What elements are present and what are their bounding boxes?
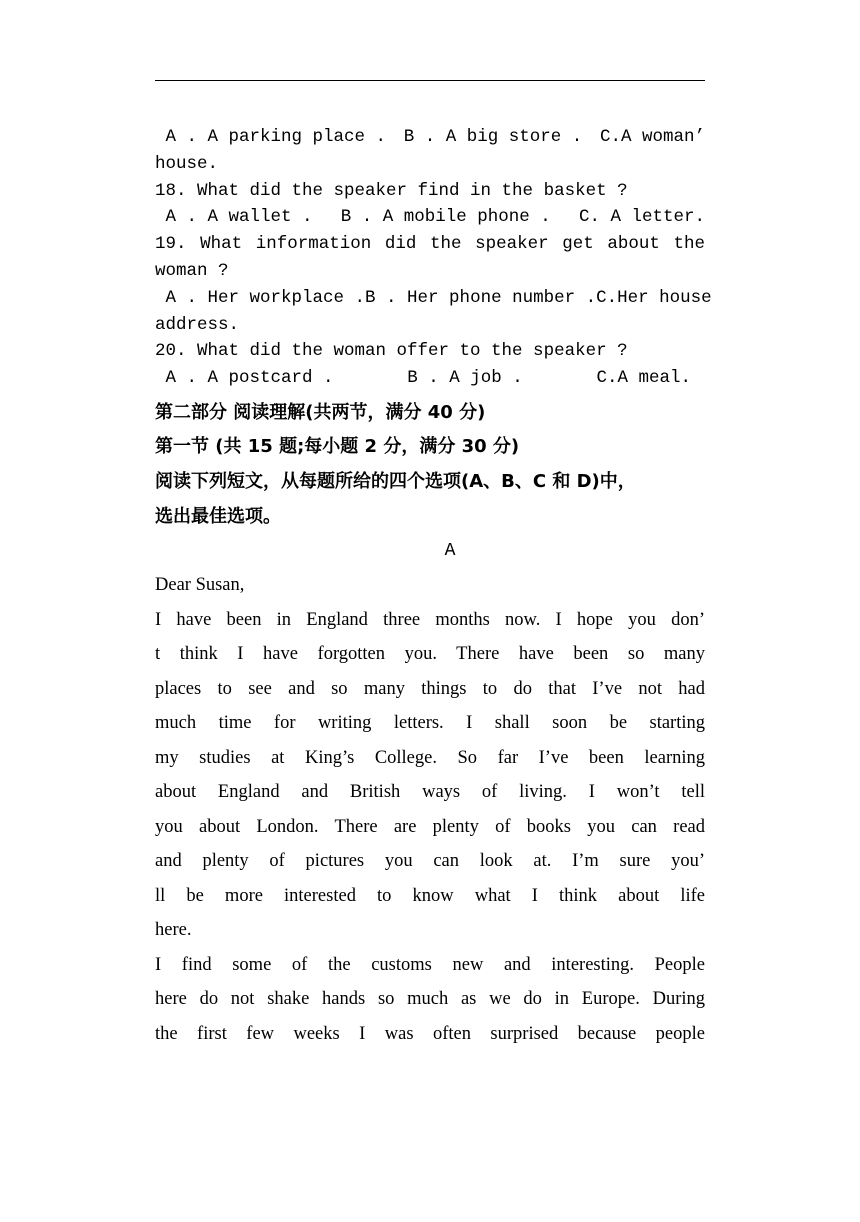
option-a: A . A postcard . (155, 368, 334, 389)
passage-line: I have been in England three months now. I hope you don’ (155, 609, 705, 630)
salutation: Dear Susan, (155, 575, 245, 595)
question-18-options (155, 204, 705, 231)
instruction-line-2: 选出最佳选项。 (155, 506, 281, 527)
option-c: C. A letter. (578, 207, 705, 228)
option-a: A . Her workplace . (155, 287, 366, 308)
passage-line: and plenty of pictures you can look at. I’m sure you’ (155, 851, 705, 871)
option-c: C.A meal. (596, 368, 691, 389)
question-17-options (155, 124, 705, 151)
question-18-stem (155, 178, 705, 205)
option-b: B . A big store . (403, 127, 583, 147)
listening-questions (155, 124, 712, 392)
passage-body (155, 568, 705, 1051)
passage-line: places to see and so many things to do that I’ve not had (155, 678, 705, 699)
passage-line: you about London. There are plenty of books you can read (155, 816, 705, 837)
passage-title: A (444, 541, 456, 561)
passage-line: I find some of the customs new and interesting. People (155, 954, 705, 975)
passage-line: here do not shake hands so much as we do in Europe. During (155, 989, 705, 1009)
question-text: 19. What information did the speaker get about the (155, 234, 705, 255)
option-c: C.Her house (596, 287, 712, 308)
option-a: A . A wallet . (155, 207, 313, 228)
passage-line: much time for writing letters. I shall soon be starting (155, 713, 705, 733)
option-c-continuation: address. (155, 314, 240, 335)
passage-line: here. (155, 920, 192, 940)
option-b: B . A job . (407, 368, 523, 389)
question-20-stem (155, 338, 705, 365)
option-b: B . Her phone number . (365, 287, 597, 308)
option-b: B . A mobile phone . (340, 207, 551, 228)
question-19-continuation (155, 312, 705, 339)
option-a: A . A parking place . (155, 127, 387, 147)
section-heading: 第一节 (共 15 题;每小题 2 分，满分 30 分) (155, 436, 520, 457)
instruction-line-1: 阅读下列短文，从每题所给的四个选项(A、B、C 和 D)中， (155, 471, 636, 492)
question-text-continuation: woman ? (155, 260, 229, 281)
question-text: 18. What did the speaker find in the basket ? (155, 180, 628, 201)
question-19-stem-line1 (155, 231, 705, 258)
option-c-continuation: house. (155, 153, 219, 174)
passage-line: ll be more interested to know what I think about life (155, 885, 705, 906)
question-17-continuation (155, 151, 705, 178)
question-20-options (155, 365, 705, 392)
passage-line: my studies at King’s College. So far I’ve been learning (155, 747, 705, 768)
question-19-options (155, 285, 712, 312)
question-19-stem-line2 (155, 258, 705, 285)
header-rule (155, 80, 705, 81)
passage-line: the first few weeks I was often surprised because people (155, 1023, 705, 1044)
option-c: C.A woman’ (599, 127, 705, 147)
passage-line: about England and British ways of living. I won’t tell (155, 782, 705, 802)
passage-line: t think I have forgotten you. There have been so many (155, 644, 705, 664)
question-text: 20. What did the woman offer to the speaker ? (155, 341, 628, 362)
part-heading: 第二部分 阅读理解(共两节，满分 40 分) (155, 402, 486, 423)
